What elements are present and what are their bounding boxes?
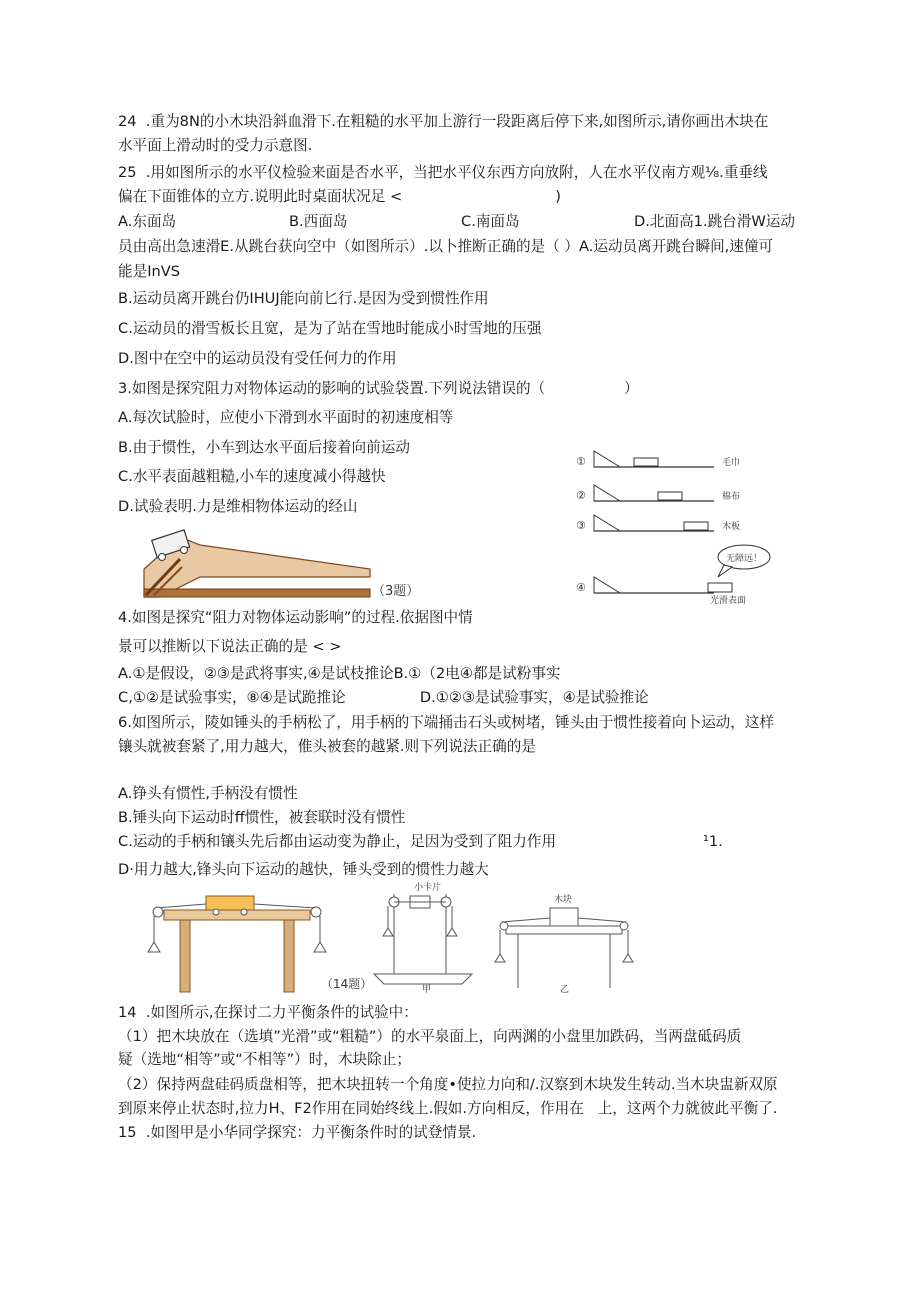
q14-figure-caption: （14题）	[321, 977, 373, 991]
q4-line-1: 4.如图是探究“阻力对物体运动影响”的过程.依据图中情	[118, 609, 473, 626]
q1-option-d: D.图中在空中的运动员没有受任何力的作用	[118, 350, 397, 367]
q6-option-c: C.运动的手柄和镶头先后都由运动变为静止，足因为受到了阻力作用	[118, 833, 557, 850]
q25-line-1: 25 .用如图所示的水平仪检验来面是否水平，当把水平仪东西方向放附，人在水平仪南方观⅛.重垂线	[118, 164, 768, 181]
q3-figure-caption: （3题）	[372, 584, 420, 599]
q25-option-a: A.东面岛	[118, 213, 177, 230]
exp-label-4: ④	[576, 581, 586, 594]
q4-experiment-figure	[574, 445, 784, 605]
q6-option-b: B.锤头向下运动时ff惯性，被套联时没有惯性	[118, 809, 406, 826]
surface-label-1: 毛巾	[722, 458, 741, 468]
block-table-setup	[495, 893, 633, 995]
exp-label-3: ③	[576, 519, 586, 532]
exp-label-1: ①	[576, 455, 586, 468]
pulley-icon	[620, 922, 628, 930]
q24-line-2: 水平面上滑动时的受力示意图.	[118, 137, 313, 154]
sub-label-b: 乙	[560, 985, 570, 995]
q14-part1-line1: （1）把木块放在（选填”光滑”或“粗糙”）的水平泉面上，向两渊的小盘里加跌码，当两盘砥码质	[118, 1028, 742, 1045]
q4-line-3: A.①是假设，②③是武将事实,④是试枝推论B.①（2电④都是试粉事实	[118, 665, 561, 682]
cart-icon	[634, 458, 658, 466]
q24-line-1: 24 .重为8N的小木块沿斜血滑下.在粗糙的水平加上游行一段距离后停下来,如图所示,请你画出木块在	[118, 113, 769, 130]
pulley-icon	[311, 907, 321, 917]
q3-ramp-figure	[140, 525, 440, 603]
q14-part2-line1: （2）保持两盘硅码质盘相等，把木块扭转一个角度•使拉力向和/.汉察到木块发生转动.当木块盅新双原	[118, 1076, 778, 1093]
cart-icon	[684, 522, 708, 530]
q6-option-a: A.铮头有惯性,手柄没有惯性	[118, 785, 298, 802]
q6-line-1: 6.如图所示，陵如锤头的手柄松了，用手柄的下端捅击石头或树堵，锤头由于惯性接着向卜运动，这样	[118, 714, 775, 731]
q25-option-c: C.南面岛	[461, 213, 520, 230]
q25-option-d: D.北面高1.跳台滑W运动	[634, 213, 795, 230]
surface-label-4: 光滑表面	[710, 596, 747, 605]
q1-option-c: C.运动员的滑雪板长且宽，是为了站在雪地时能成小时雪地的压强	[118, 320, 542, 337]
q3-option-d: D.试验表明.力是维相物体运动的经山	[118, 498, 358, 515]
q14-part2-line2: 到原来停止状态时,拉力H、F2作用在同始终线上.假如.方向相反，作用在 上，这两个力就彼此平衡了.	[118, 1100, 778, 1117]
q25-option-b: B.西面岛	[289, 213, 348, 230]
q3-option-b: B.由于惯性，小车到达水平面后接着向前运动	[118, 439, 410, 456]
q6-option-d: D·用力越大,锋头向下运动的越快，锤头受到的惯性力越大	[118, 861, 489, 878]
exp-label-2: ②	[576, 489, 586, 502]
q6-option-c-note: ¹1.	[703, 833, 723, 850]
surface-label-3: 木板	[722, 522, 741, 532]
q3-option-a: A.每次试脸时，应使小下滑到水平面时的初速度相等	[118, 409, 454, 426]
q1-option-b: B.运动员离开跳台仍IHUJ能向前匕行.是因为受到惯性作用	[118, 290, 489, 307]
speech-bubble	[718, 545, 770, 577]
speech-bubble-text: 无障远！	[726, 554, 763, 564]
q14-figure	[146, 880, 636, 1000]
q1-line-2: 能是InVS	[118, 263, 180, 280]
q3-option-c: C.水平表面越粗糙,小车的速度减小得越快	[118, 468, 386, 485]
pulley-icon	[153, 907, 163, 917]
q14-part1-line2: 疑（选地“相等”或“不相等”）时，木块除止；	[118, 1051, 411, 1068]
q6-line-2: 镶头就被套紧了,用力越大，倠头被套的越紧.则下列说法正确的是	[118, 738, 536, 755]
card-label: 小卡片	[414, 883, 442, 893]
q3-stem: 3.如图是探究阻力对物体运动的影响的试验袋置.下列说法错误的（ ）	[118, 380, 639, 397]
cart-icon	[658, 492, 682, 500]
cart-icon	[708, 583, 732, 592]
block-label: 木块	[554, 895, 573, 905]
q15-stem: 15 .如图甲是小华同学探究：力平衡条件时的试登情景.	[118, 1124, 477, 1141]
sub-label-a: 甲	[422, 985, 432, 995]
q25-line-2: 偏在下面锥体的立方.说明此时桌面状况足 < )	[118, 188, 561, 205]
q4-line-2: 景可以推断以下说法正确的是 < >	[118, 638, 342, 655]
surface-label-2: 棉布	[722, 492, 741, 502]
q4-line-4: C,①②是试验事实，⑧④是试跪推论 D.①②③是试验事实，④是试验推论	[118, 689, 649, 706]
q14-stem: 14 .如图所示,在探讨二力平衡条件的试验中：	[118, 1004, 418, 1021]
table-block-setup	[148, 896, 326, 992]
card-setup	[374, 881, 472, 995]
pulley-icon	[500, 922, 508, 930]
q1-line-1: 员由高出急速滑E.从跳台获向空中（如图所示）.以卜推断正确的是（ ）A.运动员离开跳台瞬间,速僮可	[118, 238, 774, 255]
